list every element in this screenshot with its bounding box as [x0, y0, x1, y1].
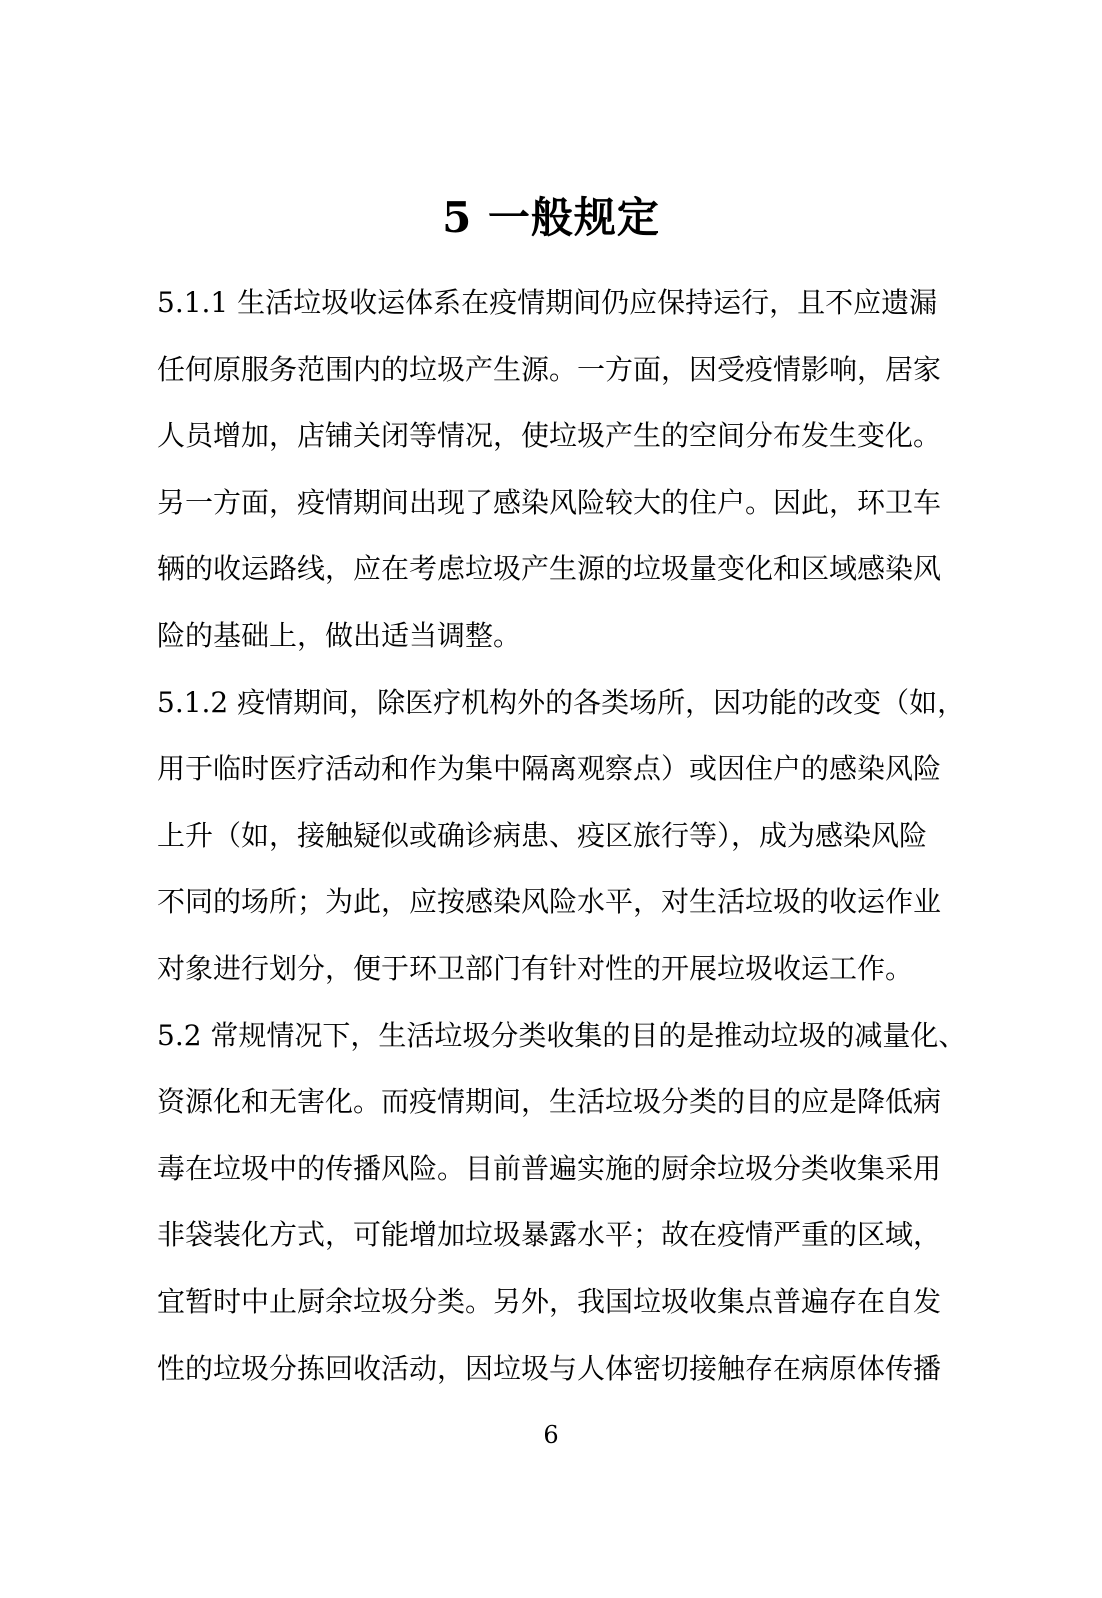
body-text: [157, 270, 967, 1402]
text-line: 辆的收运路线，应在考虑垃圾产生源的垃圾量变化和区域感染风: [157, 552, 942, 586]
text-line: 另一方面，疫情期间出现了感染风险较大的住户。因此，环卫车: [157, 485, 942, 519]
text-line: 5.1.2 疫情期间，除医疗机构外的各类场所，因功能的改变（如，: [157, 685, 966, 719]
text-line: 5.2 常规情况下，生活垃圾分类收集的目的是推动垃圾的减量化、: [157, 1018, 967, 1052]
text-line: 对象进行划分，便于环卫部门有针对性的开展垃圾收运工作。: [157, 951, 914, 985]
page-title: 5 一般规定: [442, 193, 660, 242]
text-line: 资源化和无害化。而疫情期间，生活垃圾分类的目的应是降低病: [157, 1085, 942, 1119]
text-line: 用于临时医疗活动和作为集中隔离观察点）或因住户的感染风险: [157, 752, 942, 786]
page-number: 6: [543, 1421, 559, 1449]
text-line: 毒在垃圾中的传播风险。目前普遍实施的厨余垃圾分类收集采用: [157, 1151, 942, 1185]
text-line: 5.1.1 生活垃圾收运体系在疫情期间仍应保持运行，且不应遗漏: [157, 286, 938, 319]
text-line: 非袋装化方式，可能增加垃圾暴露水平；故在疫情严重的区域，: [157, 1218, 942, 1252]
text-line: 宜暂时中止厨余垃圾分类。另外，我国垃圾收集点普遍存在自发: [157, 1284, 942, 1318]
text-line: 险的基础上，做出适当调整。: [157, 618, 522, 652]
text-line: 任何原服务范围内的垃圾产生源。一方面，因受疫情影响，居家: [157, 352, 942, 386]
text-line: 不同的场所；为此，应按感染风险水平，对生活垃圾的收运作业: [157, 885, 942, 919]
text-line: 上升（如，接触疑似或确诊病患、疫区旅行等），成为感染风险: [157, 818, 928, 852]
text-line: 人员增加，店铺关闭等情况，使垃圾产生的空间分布发生变化。: [157, 419, 942, 453]
text-line: 性的垃圾分拣回收活动，因垃圾与人体密切接触存在病原体传播: [157, 1351, 942, 1385]
